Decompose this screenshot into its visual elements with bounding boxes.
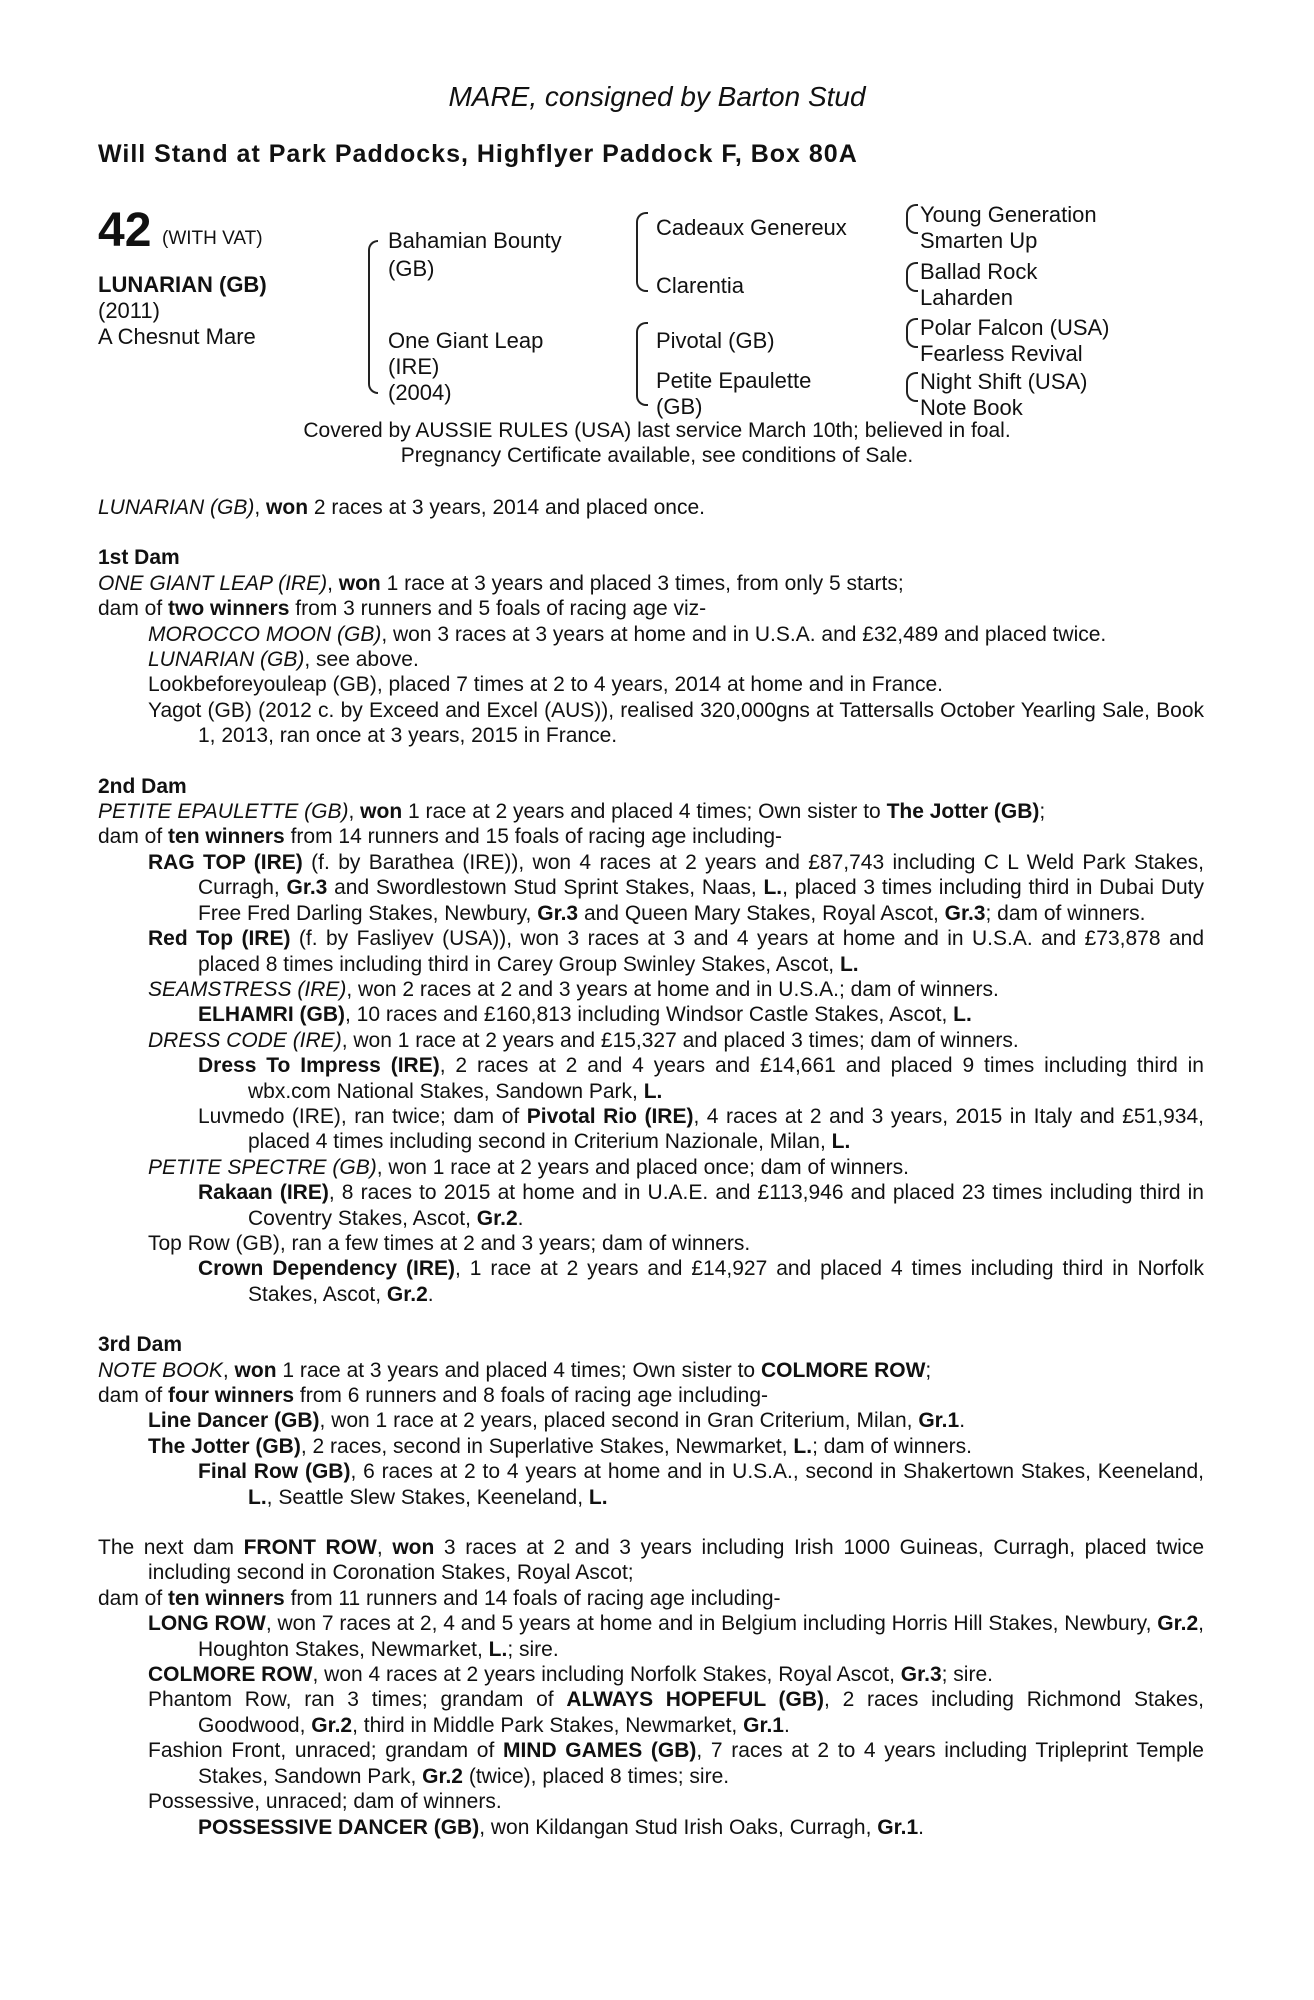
first-dam-heading: 1st Dam — [98, 546, 180, 570]
offspring-the-jotter: The Jotter (GB), 2 races, second in Superlative Stakes, Newmarket, L.; dam of winners. — [148, 1434, 972, 1458]
pedigree-dsd: Fearless Revival — [920, 341, 1083, 366]
pedigree-sss: Young Generation — [920, 202, 1097, 227]
first-dam-record: ONE GIANT LEAP (IRE), won 1 race at 3 years and placed 3 times, from only 5 starts; — [98, 571, 904, 595]
covered-info — [0, 418, 1314, 469]
offspring-lunarian: LUNARIAN (GB), see above. — [148, 648, 419, 672]
third-dam-produce: dam of four winners from 6 runners and 8 foals of racing age including- — [98, 1384, 768, 1407]
pedigree-ddd: Note Book — [920, 395, 1023, 420]
vat-label: (WITH VAT) — [162, 228, 263, 249]
offspring-colmore-row: COLMORE ROW, won 4 races at 2 years including Norfolk Stakes, Royal Ascot, Gr.3; sire. — [148, 1663, 993, 1687]
pedigree-dd-country: (GB) — [656, 394, 703, 419]
pedigree-dam-year: (2004) — [388, 380, 452, 405]
brace-dd-lower — [906, 386, 918, 402]
offspring-dress-to-impress: Dress To Impress (IRE), 2 races at 2 and 4 years and £14,661 and placed 9 times including third in wbx.com National Stakes, Sandown Park, L. — [198, 1054, 1204, 1103]
offspring-long-row: LONG ROW, won 7 races at 2, 4 and 5 years at home and in Belgium including Horris Hill Stakes, Newbury, Gr.2, Houghton Stakes, Newmarket, L.; sire. — [148, 1612, 1204, 1661]
pedigree-dam: One Giant Leap — [388, 328, 544, 353]
pedigree-dam-country: (IRE) — [388, 354, 440, 379]
page-title: MARE, consigned by Barton Stud — [448, 81, 866, 112]
horse-name: LUNARIAN (GB) — [98, 272, 267, 297]
first-dam-produce: dam of two winners from 3 runners and 5 foals of racing age viz- — [98, 597, 707, 621]
covered-line-2: Pregnancy Certificate available, see conditions of Sale. — [400, 444, 914, 468]
second-dam-produce: dam of ten winners from 14 runners and 15 foals of racing age including- — [98, 825, 783, 849]
pedigree-sire-country: (GB) — [388, 256, 435, 281]
pedigree-dd: Petite Epaulette — [656, 368, 812, 393]
brace-sire-lower — [636, 236, 648, 292]
offspring-final-row: Final Row (GB), 6 races at 2 to 4 years at home and in U.S.A., second in Shakertown Stakes, Keeneland, L., Seattle Slew Stakes, Keeneland, L. — [198, 1460, 1204, 1509]
second-dam-heading: 2nd Dam — [98, 774, 187, 798]
brace-ss-lower — [906, 218, 918, 234]
horse-year: (2011) — [98, 298, 160, 323]
offspring-crown-dependency: Crown Dependency (IRE), 1 race at 2 years and £14,927 and placed 4 times including third in Norfolk Stakes, Ascot, Gr.2. — [198, 1257, 1204, 1306]
offspring-possessive: Possessive, unraced; dam of winners. — [148, 1790, 502, 1814]
catalogue-body — [98, 495, 1204, 1840]
offspring-lookbeforeyouleap: Lookbeforeyouleap (GB), placed 7 times at 2 to 4 years, 2014 at home and in France. — [148, 673, 943, 697]
next-dam-produce: dam of ten winners from 11 runners and 14 foals of racing age including- — [98, 1586, 781, 1610]
brace-sd-lower — [906, 276, 918, 292]
pedigree-sire: Bahamian Bounty — [388, 228, 562, 253]
pedigree-ss: Cadeaux Genereux — [656, 215, 847, 240]
stand-location: Will Stand at Park Paddocks, Highflyer Paddock F, Box 80A — [98, 140, 858, 168]
pedigree-ds: Pivotal (GB) — [656, 328, 775, 353]
pedigree-sd: Clarentia — [656, 273, 745, 298]
offspring-line-dancer: Line Dancer (GB), won 1 race at 2 years, placed second in Gran Criterium, Milan, Gr.1. — [148, 1409, 966, 1433]
offspring-fashion-front: Fashion Front, unraced; grandam of MIND GAMES (GB), 7 races at 2 to 4 years including Tripleprint Temple Stakes, Sandown Park, Gr.2 (twice), placed 8 times; sire. — [148, 1739, 1204, 1788]
second-dam-record: PETITE EPAULETTE (GB), won 1 race at 2 years and placed 4 times; Own sister to The Jotter (GB); — [98, 800, 1046, 824]
lot-number: 42 — [98, 204, 152, 257]
next-dam-record: The next dam FRONT ROW, won 3 races at 2 and 3 years including Irish 1000 Guineas, Curragh, placed twice including second in Coronation Stakes, Royal Ascot; — [98, 1536, 1204, 1585]
offspring-seamstress: SEAMSTRESS (IRE), won 2 races at 2 and 3 years at home and in U.S.A.; dam of winners. — [148, 977, 999, 1001]
horse-description: A Chesnut Mare — [98, 324, 256, 349]
summary-line: LUNARIAN (GB), won 2 races at 3 years, 2014 and placed once. — [98, 496, 705, 519]
brace-dam — [636, 322, 648, 354]
covered-line-1: Covered by AUSSIE RULES (USA) last service March 10th; believed in foal. — [303, 419, 1011, 442]
offspring-rakaan: Rakaan (IRE), 8 races to 2015 at home and in U.A.E. and £113,946 and placed 23 times including third in Coventry Stakes, Ascot, Gr.2. — [198, 1181, 1204, 1230]
offspring-rag-top: RAG TOP (IRE) (f. by Barathea (IRE)), won 4 races at 2 years and £87,743 including C L Weld Park Stakes, Curragh, Gr.3 and Swordlestown Stud Sprint Stakes, Naas, L., placed 3 times including third in Dubai Duty Free Fred Darling Stakes, Newbury, Gr.3 and Queen Mary Stakes, Royal Ascot, Gr.3; dam of winners. — [148, 850, 1204, 925]
third-dam-heading: 3rd Dam — [98, 1333, 183, 1357]
third-dam-record: NOTE BOOK, won 1 race at 3 years and placed 4 times; Own sister to COLMORE ROW; — [98, 1358, 932, 1382]
offspring-petite-spectre: PETITE SPECTRE (GB), won 1 race at 2 years and placed once; dam of winners. — [148, 1155, 910, 1179]
offspring-red-top: Red Top (IRE) (f. by Fasliyev (USA)), won 3 races at 3 and 4 years at home and in U.S.A. and £73,878 and placed 8 times including third in Carey Group Swinley Stakes, Ascot, L. — [148, 927, 1204, 976]
pedigree-sdd: Laharden — [920, 285, 1013, 310]
brace-ds-lower — [906, 332, 918, 348]
offspring-morocco-moon: MOROCCO MOON (GB), won 3 races at 3 years at home and in U.S.A. and £32,489 and placed twice. — [148, 622, 1107, 646]
offspring-yagot: Yagot (GB) (2012 c. by Exceed and Excel (AUS)), realised 320,000gns at Tattersalls October Yearling Sale, Book 1, 2013, ran once at 3 years, 2015 in France. — [148, 698, 1205, 748]
offspring-top-row: Top Row (GB), ran a few times at 2 and 3 years; dam of winners. — [148, 1231, 751, 1255]
offspring-possessive-dancer: POSSESSIVE DANCER (GB), won Kildangan Stud Irish Oaks, Curragh, Gr.1. — [198, 1815, 924, 1839]
pedigree-brace-main — [368, 240, 378, 394]
offspring-luvmedo: Luvmedo (IRE), ran twice; dam of Pivotal Rio (IRE), 4 races at 2 and 3 years, 2015 in Italy and £51,934, placed 4 times including second in Criterium Nazionale, Milan, L. — [198, 1104, 1204, 1154]
brace-dam-lower — [636, 352, 648, 406]
pedigree-dds: Night Shift (USA) — [920, 369, 1088, 394]
pedigree-sds: Ballad Rock — [920, 259, 1038, 284]
pedigree-ssd: Smarten Up — [920, 228, 1038, 253]
offspring-elhamri: ELHAMRI (GB), 10 races and £160,813 including Windsor Castle Stakes, Ascot, L. — [198, 1003, 972, 1027]
offspring-dress-code: DRESS CODE (IRE), won 1 race at 2 years and £15,327 and placed 3 times; dam of winners. — [148, 1028, 1019, 1052]
offspring-phantom-row: Phantom Row, ran 3 times; grandam of ALWAYS HOPEFUL (GB), 2 races including Richmond Stakes, Goodwood, Gr.2, third in Middle Park Stakes, Newmarket, Gr.1. — [148, 1688, 1205, 1737]
brace-sire — [636, 212, 648, 238]
pedigree-dss: Polar Falcon (USA) — [920, 315, 1110, 340]
